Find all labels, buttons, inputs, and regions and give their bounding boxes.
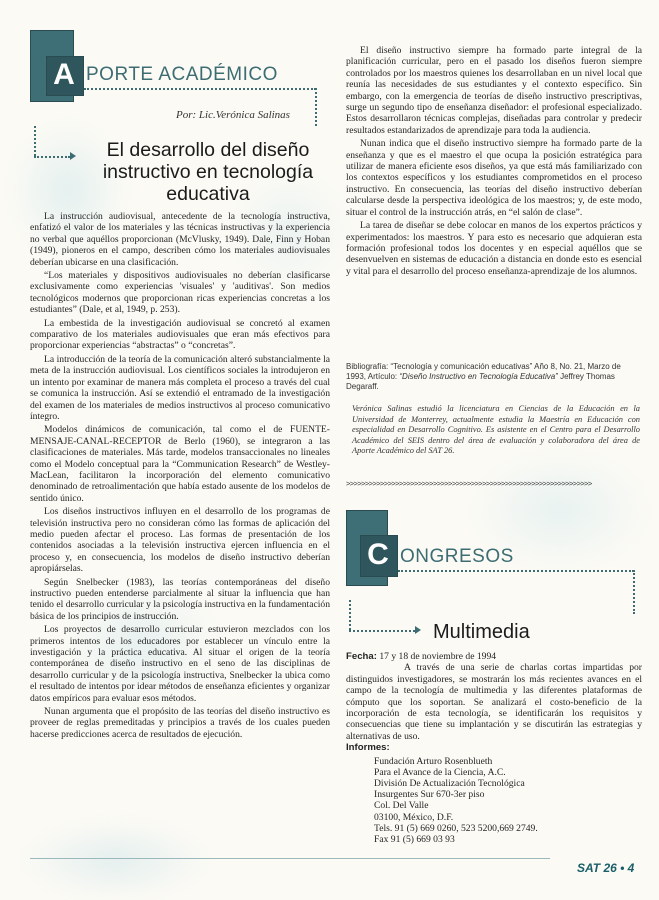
address-line: Tels. 91 (5) 669 0260, 523 5200,669 2749. (374, 822, 538, 834)
bibliography-article: “Diseño Instructivo en Tecnología Educativa” (399, 372, 558, 381)
address-line: 03100, México, D.F. (374, 811, 454, 823)
paragraph: Nunan indica que el diseño instructivo siempre ha formado parte de la enseñanza y que es el maestro el que ocupa la posición estratégica para utilizar de manera eficiente esos diseños, ya que está más familiarizado con los contextos específicos y los estudiantes comprometidos en el proceso instructivo. En consecuencia, las teorías del diseño instructivo deberían calcularse desde la perspectiva ideológica de los maestros; y, de este modo, situar el control de la instrucción atrás, en “el salón de clase”. (346, 138, 642, 218)
paragraph: La embestida de la investigación audiovisual se concretó al examen comparativo de los materiales audiovisuales que eran más efectivos para proporcionar experiencias “abstractas” o “concretas”. (30, 317, 330, 352)
paragraph: La introducción de la teoría de la comunicación alteró substancialmente la meta de la instrucción audiovisual. Los científicos sociales la introdujeron en un intento por examinar de manera más completa el proceso a través del cual se comunica la instrucción. Así se extendió el entramado de la investigación del examen de los materiales de medios instructivos al proceso comunicativo íntegro. (30, 353, 330, 422)
arrow-icon (415, 626, 421, 634)
address-line: Fundación Arturo Rosenblueth (374, 755, 493, 767)
address-line: Col. Del Valle (374, 800, 429, 812)
paragraph: La instrucción audiovisual, antecedente de la tecnología instructiva, enfatizó el valor de los materiales y las técnicas instructivas y la experiencia no verbal que aquéllos proporcionan (McVlusky, 1949). Dale, Finn y Hoban (1949), pioneros en el campo, describen cómo los materiales audiovisuales deberían ubicarse en una clasificación. (30, 211, 330, 268)
paragraph: Según Snelbecker (1983), las teorías contemporáneas del diseño instructivo pueden entenderse parcialmente al situar la influencia que han tenido el desarrollo curricular y la psicología instructiva en la fundamentación básica de los principios de instrucción. (30, 576, 330, 622)
arrow-divider: >>>>>>>>>>>>>>>>>>>>>>>>>>>>>>>>>>>>>>>>>>>>>>>>>>>>>>>>>>>>>>>>> (346, 479, 592, 488)
event-details (346, 651, 642, 845)
article-column-left (30, 211, 330, 742)
dotted-rule (633, 570, 635, 614)
paragraph: El diseño instructivo siempre ha formado parte integral de la planificación curricular, pero en el pasado los diseños fueron siempre controlados por los maestros quienes los desarrollaban en un nivel local que reunía las necesidades de sus estudiantes y el contexto específico. Sin embargo, con la emergencia de teorías de diseño instructivo prescriptivas, surge un segundo tipo de enseñanza diseñador: el profesional especializado. Estos desarrollaron técnicas complejas, diseñadas para controlar y predecir resultados estandarizados de aprendizaje para toda la audiencia. (346, 45, 642, 136)
event-date (346, 651, 642, 662)
article-column-right (346, 45, 642, 279)
bibliography-author: Jeffrey Thomas Degaraff. (346, 372, 615, 391)
paragraph: Modelos dinámicos de comunicación, tal como el de FUENTE-MENSAJE-CANAL-RECEPTOR de Berlo (1960), se integraron a las clasificaciones de materiales. Más tarde, modelos transaccionales no lineales como el Modelo conceptual para la “Communication Research” de Westley-MacLean, facilitaron la incorporación del elemento comunicativo denominado de retroalimentación que había estado ausente de los modelos de sentido único. (30, 424, 330, 504)
address-line: División De Actualización Tecnológica (374, 778, 525, 790)
dotted-rule (34, 126, 36, 156)
paragraph: Los proyectos de desarrollo curricular estuvieron mezclados con los primeros intentos de los educadores por establecer un vínculo entre la investigación y la práctica educativa. Al situar el origen de la teoría contemporánea de diseño instructivo en el seno de las disciplinas de desarrollo curricular y de la psicología instructiva, Snelbecker la ubica como el resultado de intentos por idear métodos de enseñanza eficientes y organizar datos empíricos para evaluar esos métodos. (30, 624, 330, 704)
section-initial: C (367, 538, 389, 571)
date-value: 17 y 18 de noviembre de 1994 (379, 651, 497, 662)
address-line: Para el Avance de la Ciencia, A.C. (374, 766, 506, 778)
dotted-rule (349, 600, 351, 630)
article-title: El desarrollo del diseño instructivo en tecnología educativa (102, 139, 314, 205)
dotted-rule (34, 156, 70, 158)
dotted-rule (315, 88, 317, 126)
dotted-rule (398, 570, 634, 572)
section-title: PORTE ACADÉMICO (86, 64, 278, 85)
section-initial: A (53, 58, 75, 91)
date-label: Fecha: (346, 651, 377, 662)
contact-address (346, 756, 642, 846)
byline: Por: Lic.Verónica Salinas (176, 109, 290, 121)
arrow-icon (70, 152, 76, 160)
event-title: Multimedia (433, 621, 530, 643)
address-line: Insurgentes Sur 670-3er piso (374, 789, 485, 801)
paragraph: Los diseños instructivos influyen en el desarrollo de los programas de televisión instructiva pero no consideran cómo las formas de aplicación del medio pueden afectar el proceso. Las formas de presentación de los contenidos asociadas a la televisión instructiva ejercen influencia en el proceso y, en consecuencia, los modelos de diseño instructivo deberían apropiárselas. (30, 506, 330, 575)
page-footer: SAT 26 • 4 (577, 861, 635, 875)
section-title: ONGRESOS (400, 546, 514, 567)
bibliography (346, 362, 642, 392)
footer-rule (30, 858, 550, 859)
informes-label: Informes: (346, 742, 390, 754)
event-description: A través de una serie de charlas cortas impartidas por distinguidos investigadores, se mostrarán los más recientes avances en el campo de la tecnología de multimedia y las diferentes plataformas de cómputo que los soportan. Se analizará el costo-beneficio de la incorporación de esta tecnología, se identificarán los requisitos y consecuencias que tiene su implantación y se discutirán las estrategias y alternativas de uso. (346, 662, 642, 742)
dotted-rule (349, 630, 415, 632)
paragraph: Nunan argumenta que el propósito de las teorías del diseño instructivo es proveer de reglas premeditadas y principios a través de los cuales pueden hacerse predicciones acerca de resultados de ejecución. (30, 706, 330, 740)
bibliography-text: Bibliografía: “Tecnología y comunicación educativas” Año 8, No. 21, Marzo de 1993, Artículo: (346, 362, 621, 381)
address-line: Fax 91 (5) 669 03 93 (374, 834, 455, 846)
paragraph: “Los materiales y dispositivos audiovisuales no deberían clasificarse exclusivamente como experiencias 'visuales' y 'auditivas'. Son medios tecnológicos modernos que proporcionan ricas experiencias concretas a los estudiantes” (Dale, et al, 1949, p. 253). (30, 270, 330, 316)
paper-stain (20, 820, 210, 900)
dotted-rule (84, 88, 316, 90)
author-bio: Verónica Salinas estudió la licenciatura en Ciencias de la Educación en la Universidad de Monterrey, actualmente estudia la Maestría en Educación con especialidad en Desarrollo Cognitivo. Es asistente en el Centro para el Desarrollo Académico del SEIS dentro del área de evaluación y colaboradora del área de Aporte Académico del SAT 26. (352, 404, 640, 456)
paragraph: La tarea de diseñar se debe colocar en manos de los expertos prácticos y experimentados: los maestros. Y para esto es necesario que adquieran esta formación profesional todos los docentes y en especial aquéllos que se desenvuelven en sistemas de educación a distancia en donde esto es esencial y vital para el desarrollo del proceso enseñanza-aprendizaje de los alumnos. (346, 220, 642, 277)
